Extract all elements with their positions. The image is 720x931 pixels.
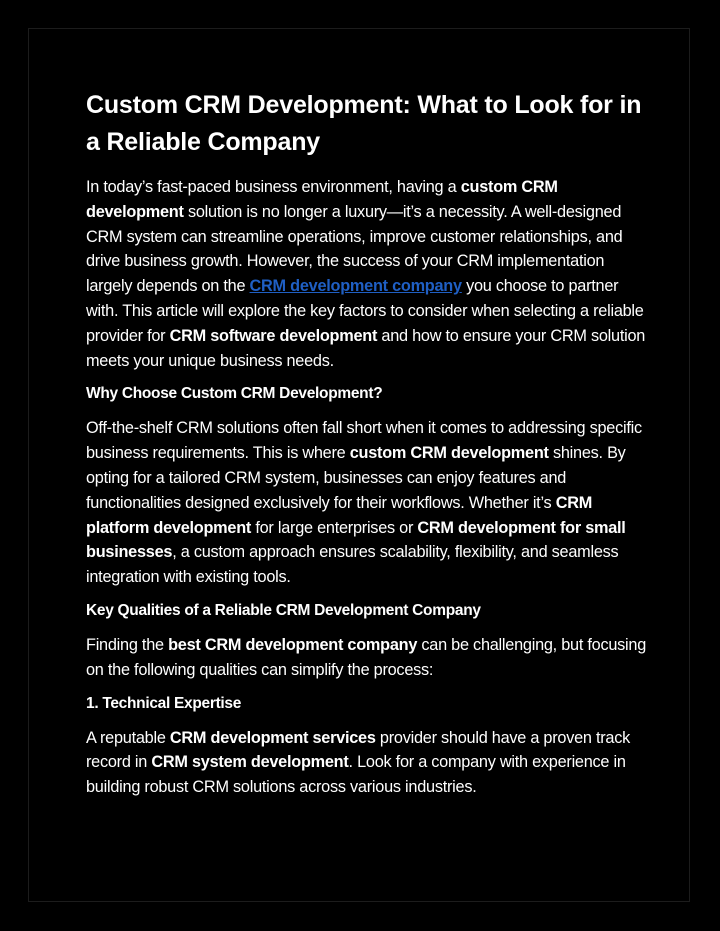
why-bold-1: custom CRM development	[349, 444, 549, 463]
expertise-bold-1: CRM development services	[169, 728, 376, 747]
intro-text-1: In today’s fast-paced business environment, having a	[86, 178, 461, 196]
intro-text-4: and how to ensure your CRM solution meets your unique business needs.	[86, 326, 646, 370]
intro-paragraph	[86, 175, 651, 373]
expertise-text-3: . Look for a company with experience in building robust CRM solutions across various industries.	[86, 753, 626, 797]
qualities-bold-1: best CRM development company	[168, 635, 418, 654]
intro-bold-2: CRM software development	[169, 326, 378, 345]
article-title: Custom CRM Development: What to Look for in a Reliable Company	[86, 91, 642, 156]
why-custom-paragraph	[86, 416, 651, 590]
technical-expertise-paragraph	[86, 726, 651, 800]
expertise-bold-2: CRM system development	[151, 753, 349, 772]
qualities-text-1: Finding the	[86, 635, 169, 654]
why-text-1: Off-the-shelf CRM solutions often fall short when it comes to addressing specific business requirements. This is where	[86, 419, 642, 463]
document-page	[28, 28, 690, 902]
why-text-2: shines. By opting for a tailored CRM system, businesses can enjoy features and functionalities designed exclusively for their workflows. Whether it’s	[86, 444, 626, 512]
crm-development-company-link[interactable]: CRM development company	[249, 277, 462, 296]
section-heading-key-qualities: Key Qualities of a Reliable CRM Development Company	[86, 601, 481, 619]
why-text-4: , a custom approach ensures scalability, flexibility, and seamless integration with existing tools.	[86, 543, 619, 587]
why-bold-2: CRM platform development	[86, 493, 593, 537]
expertise-text-2: provider should have a proven track record in	[86, 728, 631, 772]
intro-text-2: solution is no longer a luxury—it’s a necessity. A well-designed CRM system can streamline operations, improve customer relationships, and drive business growth. However, the success of your CRM implementation largely depends on the	[86, 202, 623, 296]
key-qualities-paragraph	[86, 633, 651, 683]
article-content	[86, 87, 651, 809]
intro-bold-1: custom CRM development	[86, 178, 558, 221]
expertise-text-1: A reputable	[86, 728, 170, 747]
why-bold-3: CRM development for small businesses	[86, 518, 626, 562]
qualities-text-2: can be challenging, but focusing on the following qualities can simplify the process:	[86, 635, 647, 679]
intro-text-3: you choose to partner with. This article will explore the key factors to consider when selecting a reliable provider for	[86, 277, 644, 345]
why-text-3: for large enterprises or	[251, 518, 418, 537]
section-heading-why-custom: Why Choose Custom CRM Development?	[86, 385, 383, 403]
section-heading-technical-expertise: 1. Technical Expertise	[86, 694, 242, 712]
